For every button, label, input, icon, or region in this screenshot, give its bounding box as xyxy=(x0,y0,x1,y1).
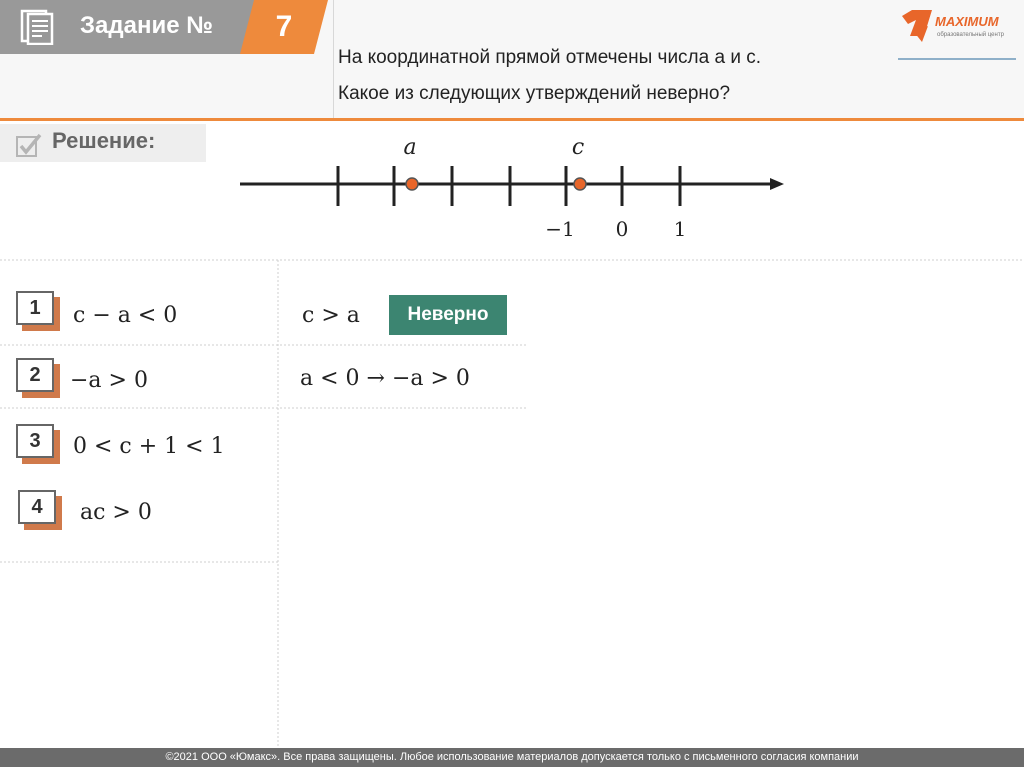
question-line-1: На координатной прямой отмечены числа а и с. xyxy=(338,47,762,68)
logo-subtitle: образовательный центр xyxy=(937,32,1004,38)
option-1-badge xyxy=(16,291,60,331)
checkbox-checked-icon xyxy=(16,133,42,157)
option-4-badge xyxy=(18,490,62,530)
verdict-badge: Неверно xyxy=(389,295,507,335)
option-3-expression: 0 < c + 1 < 1 xyxy=(73,434,225,459)
option-3-number: 3 xyxy=(16,424,54,458)
option-1-expression: c − a < 0 xyxy=(73,303,178,328)
document-icon xyxy=(20,9,54,45)
task-title: Задание № xyxy=(80,12,213,39)
analysis-row-2-expression: a < 0 → −a > 0 xyxy=(300,366,470,391)
solution-heading: Решение: xyxy=(52,128,156,153)
point-c-label: c xyxy=(571,135,585,160)
slide-header xyxy=(0,0,1024,121)
point-a-label: a xyxy=(403,135,417,160)
tick-marks xyxy=(338,166,680,206)
option-3-badge xyxy=(16,424,60,464)
question-text xyxy=(338,40,761,112)
question-line-2: Какое из следующих утверждений неверно? xyxy=(338,83,731,104)
tick-label-one: 1 xyxy=(673,217,687,241)
tick-label-zero: 0 xyxy=(615,217,629,241)
option-2-number: 2 xyxy=(16,358,54,392)
logo-text: MAXIMUM xyxy=(935,14,999,29)
copyright-footer: ©2021 ООО «Юмакс». Все права защищены. Любое использование материалов допускается только с письменного согласия компании xyxy=(0,748,1024,767)
option-2-badge xyxy=(16,358,60,398)
header-divider xyxy=(333,0,334,118)
point-c xyxy=(574,178,586,190)
axis-arrow xyxy=(770,178,784,190)
point-a xyxy=(406,178,418,190)
option-2-expression: −a > 0 xyxy=(70,368,148,393)
task-number: 7 xyxy=(275,10,293,43)
tick-label-minus-one: −1 xyxy=(545,217,575,241)
analysis-row-1-expression: c > a xyxy=(302,303,360,328)
option-4-expression: ac > 0 xyxy=(80,500,152,525)
option-4-number: 4 xyxy=(18,490,56,524)
number-line xyxy=(230,128,800,248)
option-1-number: 1 xyxy=(16,291,54,325)
